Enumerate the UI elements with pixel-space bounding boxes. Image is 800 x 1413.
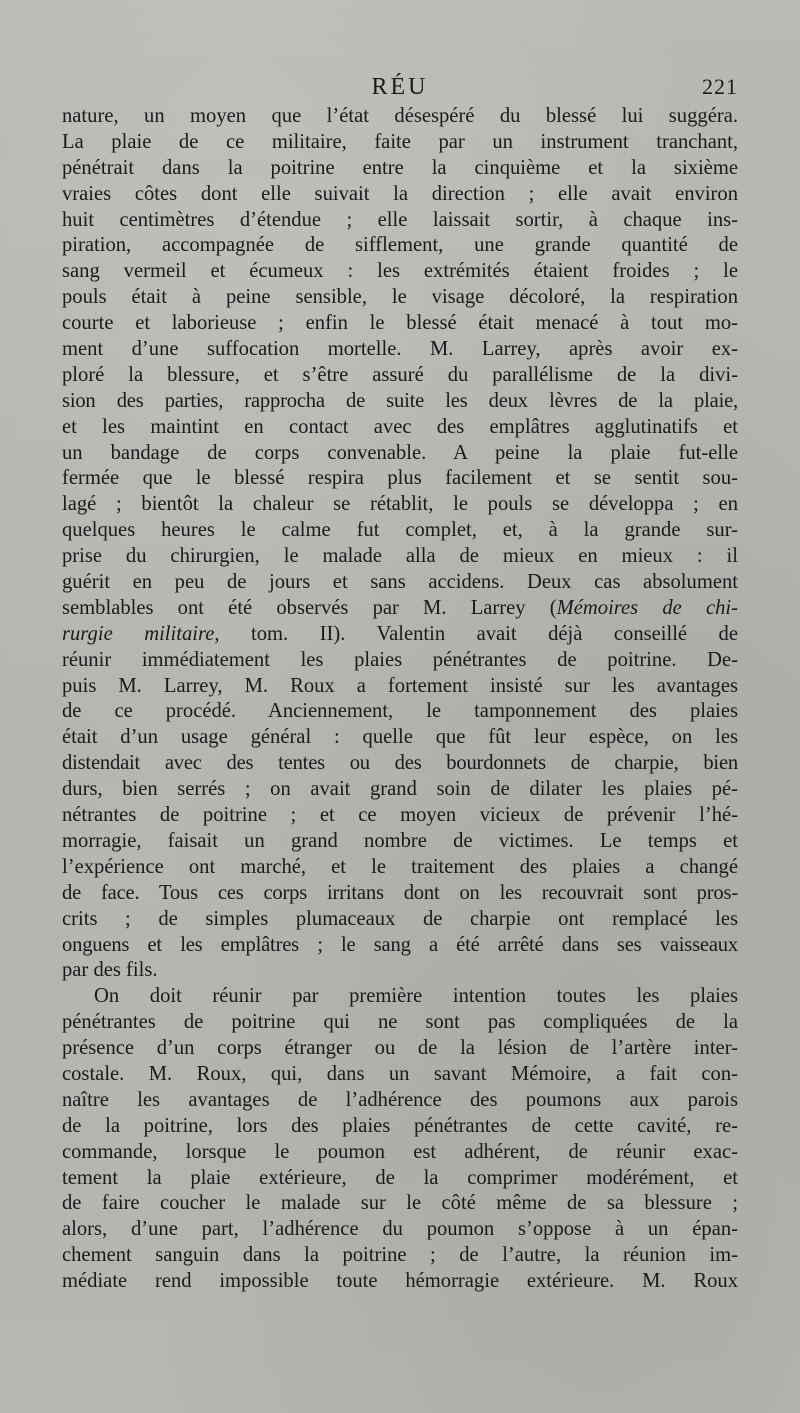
text-line: sion des parties, rapprocha de suite les deux lèvres de la plaie, [62, 389, 738, 412]
text-line: pouls était à peine sensible, le visage décoloré, la respiration [62, 286, 738, 309]
text-line: lagé ; bientôt la chaleur se rétablit, le pouls se développa ; en [62, 493, 738, 516]
text-line: et les maintint en contact avec des emplâtres agglutinatifs et [62, 415, 738, 438]
text-line: de faire coucher le malade sur le côté même de sa blessure ; [62, 1192, 738, 1215]
text-line: alors, d’une part, l’adhérence du poumon s’oppose à un épan- [62, 1218, 738, 1241]
page-number: 221 [702, 74, 738, 99]
text-line: chement sanguin dans la poitrine ; de l’autre, la réunion im- [62, 1244, 738, 1267]
text-line: tement la plaie extérieure, de la comprimer modérément, et [62, 1166, 738, 1189]
text-line: de la poitrine, lors des plaies pénétrantes de cette cavité, re- [62, 1114, 738, 1137]
text-line: durs, bien serrés ; on avait grand soin de dilater les plaies pé- [62, 778, 738, 801]
running-head [62, 70, 738, 104]
text-line: piration, accompagnée de sifflement, une grande quantité de [62, 234, 738, 257]
text-line: huit centimètres d’étendue ; elle laissait sortir, à chaque ins- [62, 208, 738, 231]
text-line-with-italic: semblables ont été observés par M. Larrey (Mémoires de chi- [62, 596, 738, 619]
text-line: quelques heures le calme fut complet, et, à la grande sur- [62, 519, 738, 542]
text-line: était d’un usage général : quelle que fût leur espèce, on les [62, 726, 738, 749]
text-line: médiate rend impossible toute hémorragie extérieure. M. Roux [62, 1270, 738, 1293]
italic-citation: Mémoires de chi- [556, 596, 738, 619]
text-line: onguens et les emplâtres ; le sang a été arrêté dans ses vaisseaux [62, 933, 738, 956]
text-line: morragie, faisait un grand nombre de victimes. Le temps et [62, 829, 738, 852]
running-head-title: RÉU [371, 74, 429, 100]
text-line: ploré la blessure, et s’être assuré du parallélisme de la divi- [62, 363, 738, 386]
text-line: guérit en peu de jours et sans accidens. Deux cas absolument [62, 571, 738, 594]
text-line: par des fils. [62, 959, 158, 982]
body-text [62, 104, 738, 1295]
text-line-with-italic: rurgie militaire, tom. II). Valentin avait déjà conseillé de [62, 622, 738, 645]
text-line: nétrantes de poitrine ; et ce moyen vicieux de prévenir l’hé- [62, 804, 738, 827]
text-line: distendait avec des tentes ou des bourdonnets de charpie, bien [62, 752, 738, 775]
text-line: nature, un moyen que l’état désespéré du blessé lui suggéra. [62, 105, 738, 127]
text-line: sang vermeil et écumeux : les extrémités étaient froides ; le [62, 260, 738, 283]
text-line: costale. M. Roux, qui, dans un savant Mémoire, a fait con- [62, 1062, 738, 1085]
text-line: de ce procédé. Anciennement, le tamponnement des plaies [62, 700, 738, 723]
text-line: un bandage de corps convenable. A peine la plaie fut-elle [62, 441, 738, 464]
text-line: pénétrait dans la poitrine entre la cinquième et la sixième [62, 156, 738, 179]
text-line: commande, lorsque le poumon est adhérent, de réunir exac- [62, 1140, 738, 1163]
text-line: présence d’un corps étranger ou de la lésion de l’artère inter- [62, 1037, 738, 1060]
text-line: l’expérience ont marché, et le traitement des plaies a changé [62, 855, 738, 878]
text-line: naître les avantages de l’adhérence des poumons aux parois [62, 1088, 738, 1111]
text-line: La plaie de ce militaire, faite par un instrument tranchant, [62, 130, 738, 153]
text-line: crits ; de simples plumaceaux de charpie ont remplacé les [62, 907, 738, 930]
text-line: de face. Tous ces corps irritans dont on les recouvrait sont pros- [62, 881, 738, 904]
text-line: réunir immédiatement les plaies pénétrantes de poitrine. De- [62, 648, 738, 671]
text-line: courte et laborieuse ; enfin le blessé était menacé à tout mo- [62, 312, 738, 335]
text-line: puis M. Larrey, M. Roux a fortement insisté sur les avantages [62, 674, 738, 697]
italic-citation: rurgie militaire [62, 622, 215, 645]
paragraph-first-line: On doit réunir par première intention toutes les plaies [94, 985, 738, 1008]
text-line: pénétrantes de poitrine qui ne sont pas compliquées de la [62, 1011, 738, 1034]
text-line: prise du chirurgien, le malade alla de mieux en mieux : il [62, 545, 738, 568]
text-line: fermée que le blessé respira plus facilement et se sentit sou- [62, 467, 738, 490]
text-line: vraies côtes dont elle suivait la direction ; elle avait environ [62, 182, 738, 205]
text-line: ment d’une suffocation mortelle. M. Larrey, après avoir ex- [62, 338, 738, 361]
